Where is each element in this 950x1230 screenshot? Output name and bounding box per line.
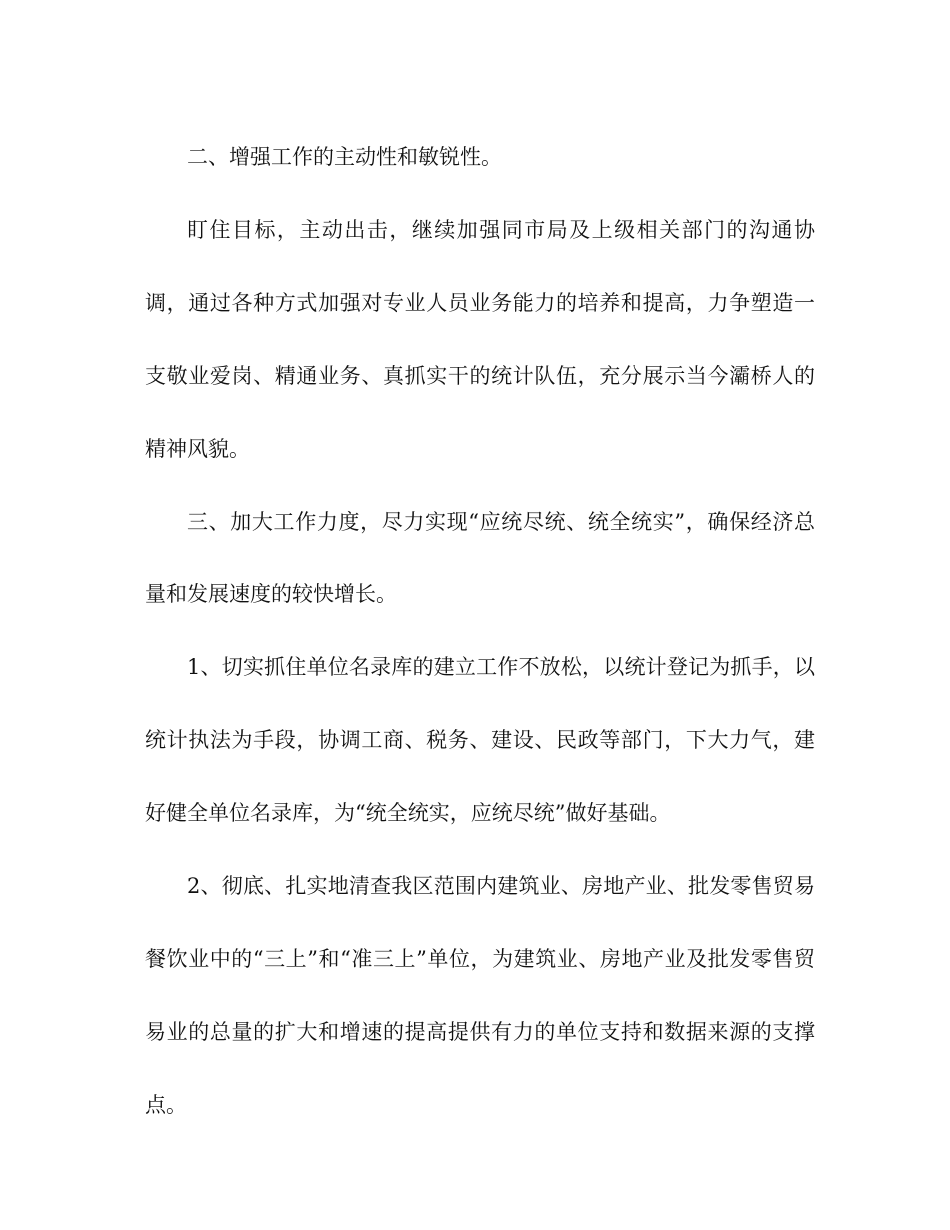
paragraph-item-2-inventory: 2、彻底、扎实地清查我区范围内建筑业、房地产业、批发零售贸易餐饮业中的“三上”和“准三上”单位，为建筑业、房地产业及批发零售贸易业的总量的扩大和增速的提高提供有力的单位支持和数据来源的支撑点。 <box>145 874 815 1117</box>
paragraph-target-team: 盯住目标，主动出击，继续加强同市局及上级相关部门的沟通协调，通过各种方式加强对专业人员业务能力的培养和提高，力争塑造一支敬业爱岗、精通业务、真抓实干的统计队伍，充分展示当今灞桥人的精神风貌。 <box>145 217 815 461</box>
document-body <box>145 121 815 1142</box>
paragraph-item-1-directory: 1、切实抓住单位名录库的建立工作不放松，以统计登记为抓手，以统计执法为手段，协调工商、税务、建设、民政等部门，下大力气，建好健全单位名录库，为“统全统实，应统尽统”做好基础。 <box>145 655 815 826</box>
heading-increase-effort: 三、加大工作力度，尽力实现“应统尽统、统全统实”，确保经济总量和发展速度的较快增长。 <box>145 509 815 607</box>
heading-enhance-initiative: 二、增强工作的主动性和敏锐性。 <box>187 145 502 169</box>
